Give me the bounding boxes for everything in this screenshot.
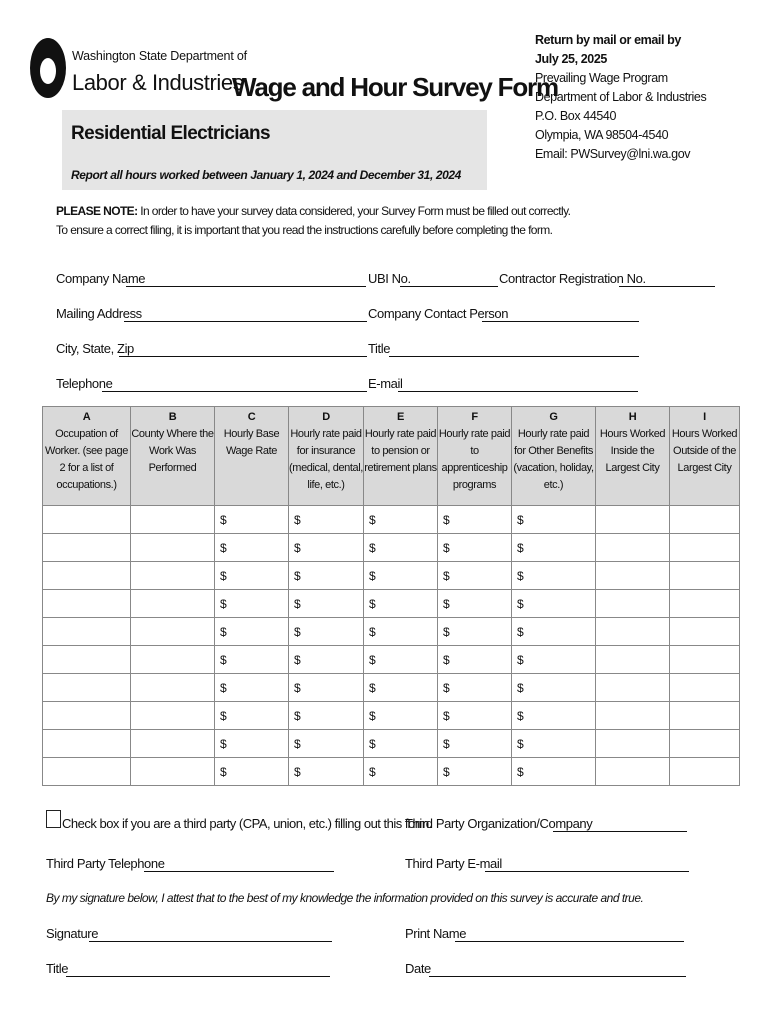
table-cell-a[interactable] [43,646,131,674]
table-cell-e[interactable]: $ [364,730,438,758]
note-text-2: To ensure a correct filing, it is important that you read the instructions carefully before completing the form. [56,223,553,237]
table-cell-d[interactable]: $ [289,702,364,730]
table-cell-i[interactable] [670,618,740,646]
table-cell-f[interactable]: $ [438,534,512,562]
table-cell-b[interactable] [131,702,215,730]
table-cell-g[interactable]: $ [512,618,596,646]
attestation-text: By my signature below, I attest that to the best of my knowledge the information provided on this survey is accurate and true. [46,891,644,905]
table-cell-h[interactable] [596,674,670,702]
third-party-telephone-field[interactable] [144,857,334,872]
table-cell-e[interactable]: $ [364,702,438,730]
table-cell-g[interactable]: $ [512,562,596,590]
table-cell-d[interactable]: $ [289,646,364,674]
column-header-c: C Hourly Base Wage Rate [215,407,289,506]
table-cell-e[interactable]: $ [364,590,438,618]
table-cell-i[interactable] [670,506,740,534]
date-field[interactable] [429,962,686,977]
table-cell-h[interactable] [596,618,670,646]
table-cell-f[interactable]: $ [438,646,512,674]
table-row [43,618,740,646]
third-party-telephone-label: Third Party Telephone [46,856,165,871]
table-cell-d[interactable]: $ [289,590,364,618]
table-cell-f[interactable]: $ [438,758,512,786]
table-cell-f[interactable]: $ [438,730,512,758]
table-cell-c[interactable]: $ [215,646,289,674]
table-cell-a[interactable] [43,590,131,618]
telephone-label: Telephone [56,376,113,391]
third-party-email-field[interactable] [485,857,689,872]
table-cell-d[interactable]: $ [289,506,364,534]
table-cell-h[interactable] [596,758,670,786]
instructions-note [56,202,570,240]
table-cell-b[interactable] [131,562,215,590]
table-cell-g[interactable]: $ [512,758,596,786]
return-address-line: Olympia, WA 98504-4540 [535,128,669,142]
signature-field[interactable] [89,927,332,942]
contractor-reg-field[interactable] [619,272,715,287]
table-cell-c[interactable]: $ [215,758,289,786]
ubi-label: UBI No. [368,271,411,286]
title-field[interactable] [389,342,639,357]
third-party-checkbox-label: Check box if you are a third party (CPA, union, etc.) filling out this form. [62,816,432,831]
table-cell-a[interactable] [43,534,131,562]
return-deadline-label: Return by mail or email by [535,33,681,47]
table-cell-b[interactable] [131,506,215,534]
table-cell-c[interactable]: $ [215,590,289,618]
print-name-label: Print Name [405,926,467,941]
date-label: Date [405,961,431,976]
note-label: PLEASE NOTE: [56,204,138,218]
table-cell-a[interactable] [43,758,131,786]
table-cell-i[interactable] [670,534,740,562]
table-row [43,534,740,562]
table-cell-h[interactable] [596,590,670,618]
table-cell-b[interactable] [131,590,215,618]
table-cell-a[interactable] [43,506,131,534]
ubi-field[interactable] [400,272,498,287]
table-cell-g[interactable]: $ [512,646,596,674]
city-state-zip-field[interactable] [119,342,367,357]
return-address-line: P.O. Box 44540 [535,109,617,123]
table-cell-i[interactable] [670,562,740,590]
table-cell-f[interactable]: $ [438,562,512,590]
return-address-line: Prevailing Wage Program [535,71,668,85]
table-cell-b[interactable] [131,534,215,562]
contact-person-label: Company Contact Person [368,306,509,321]
table-row [43,590,740,618]
wage-survey-table [42,406,740,786]
table-cell-b[interactable] [131,730,215,758]
telephone-field[interactable] [102,377,367,392]
table-cell-i[interactable] [670,758,740,786]
table-row [43,702,740,730]
table-row [43,730,740,758]
column-header-i: I Hours Worked Outside of the Largest City [670,407,740,506]
occupation-subtitle: Residential Electricians [71,123,270,144]
table-cell-e[interactable]: $ [364,758,438,786]
table-cell-h[interactable] [596,562,670,590]
contractor-reg-label: Contractor Registration No. [499,271,646,286]
table-cell-d[interactable]: $ [289,618,364,646]
note-text-1: In order to have your survey data considered, your Survey Form must be filled out correctly. [140,204,571,218]
third-party-org-label: Third Party Organization/Company [405,816,593,831]
title-label: Title [368,341,391,356]
email-label: E-mail [368,376,403,391]
email-field[interactable] [398,377,638,392]
column-header-d: D Hourly rate paid for insurance (medical, dental, life, etc.) [289,407,364,506]
return-address-line: Department of Labor & Industries [535,90,707,104]
table-cell-d[interactable]: $ [289,730,364,758]
table-cell-c[interactable]: $ [215,730,289,758]
table-cell-c[interactable]: $ [215,534,289,562]
table-cell-h[interactable] [596,534,670,562]
table-cell-e[interactable]: $ [364,618,438,646]
table-cell-h[interactable] [596,506,670,534]
table-cell-i[interactable] [670,590,740,618]
column-header-h: H Hours Worked Inside the Largest City [596,407,670,506]
print-name-field[interactable] [455,927,684,942]
table-cell-e[interactable]: $ [364,674,438,702]
table-cell-g[interactable]: $ [512,534,596,562]
contact-person-field[interactable] [482,307,639,322]
table-cell-h[interactable] [596,646,670,674]
agency-name-small: Washington State Department of [72,49,247,63]
table-cell-f[interactable]: $ [438,506,512,534]
table-row [43,506,740,534]
table-cell-i[interactable] [670,730,740,758]
table-cell-f[interactable]: $ [438,618,512,646]
table-cell-c[interactable]: $ [215,618,289,646]
lni-logo-icon [29,37,67,99]
mailing-address-label: Mailing Address [56,306,142,321]
table-cell-g[interactable]: $ [512,702,596,730]
table-cell-a[interactable] [43,702,131,730]
company-name-label: Company Name [56,271,146,286]
table-cell-g[interactable]: $ [512,590,596,618]
table-row [43,674,740,702]
table-cell-d[interactable]: $ [289,562,364,590]
table-cell-h[interactable] [596,702,670,730]
table-cell-i[interactable] [670,674,740,702]
table-row [43,758,740,786]
table-cell-b[interactable] [131,674,215,702]
return-deadline-date: July 25, 2025 [535,52,607,66]
table-cell-i[interactable] [670,702,740,730]
column-header-b: B County Where the Work Was Performed [131,407,215,506]
table-cell-c[interactable]: $ [215,562,289,590]
table-cell-f[interactable]: $ [438,590,512,618]
column-header-a: A Occupation of Worker. (see page 2 for a list of occupations.) [43,407,131,506]
return-email: Email: PWSurvey@lni.wa.gov [535,147,691,161]
table-cell-b[interactable] [131,758,215,786]
table-cell-a[interactable] [43,618,131,646]
table-cell-b[interactable] [131,646,215,674]
table-cell-g[interactable]: $ [512,730,596,758]
city-state-zip-label: City, State, Zip [56,341,134,356]
agency-name: Labor & Industries [72,70,244,95]
table-cell-d[interactable]: $ [289,758,364,786]
third-party-org-field[interactable] [553,817,687,832]
table-cell-c[interactable]: $ [215,506,289,534]
table-cell-c[interactable]: $ [215,702,289,730]
third-party-email-label: Third Party E-mail [405,856,502,871]
table-cell-e[interactable]: $ [364,562,438,590]
mailing-address-field[interactable] [124,307,367,322]
column-header-g: G Hourly rate paid for Other Benefits (vacation, holiday, etc.) [512,407,596,506]
table-header-row [43,407,740,506]
table-cell-d[interactable]: $ [289,674,364,702]
table-cell-c[interactable]: $ [215,674,289,702]
table-cell-f[interactable]: $ [438,674,512,702]
table-row [43,646,740,674]
form-title: Wage and Hour Survey Form [232,72,558,102]
table-cell-g[interactable]: $ [512,506,596,534]
table-cell-e[interactable]: $ [364,506,438,534]
table-cell-a[interactable] [43,674,131,702]
report-period: Report all hours worked between January 1, 2024 and December 31, 2024 [71,168,461,182]
table-cell-f[interactable]: $ [438,702,512,730]
signature-title-label: Title [46,961,69,976]
column-header-f: F Hourly rate paid to apprenticeship programs [438,407,512,506]
table-cell-d[interactable]: $ [289,534,364,562]
column-header-e: E Hourly rate paid to pension or retirement plans [364,407,438,506]
table-cell-g[interactable]: $ [512,674,596,702]
table-cell-e[interactable]: $ [364,646,438,674]
signature-title-field[interactable] [66,962,330,977]
table-row [43,562,740,590]
table-cell-a[interactable] [43,730,131,758]
third-party-checkbox[interactable] [46,810,61,828]
table-cell-b[interactable] [131,618,215,646]
table-cell-i[interactable] [670,646,740,674]
table-cell-e[interactable]: $ [364,534,438,562]
signature-label: Signature [46,926,99,941]
table-cell-h[interactable] [596,730,670,758]
company-name-field[interactable] [126,272,366,287]
return-info [535,31,706,164]
table-cell-a[interactable] [43,562,131,590]
